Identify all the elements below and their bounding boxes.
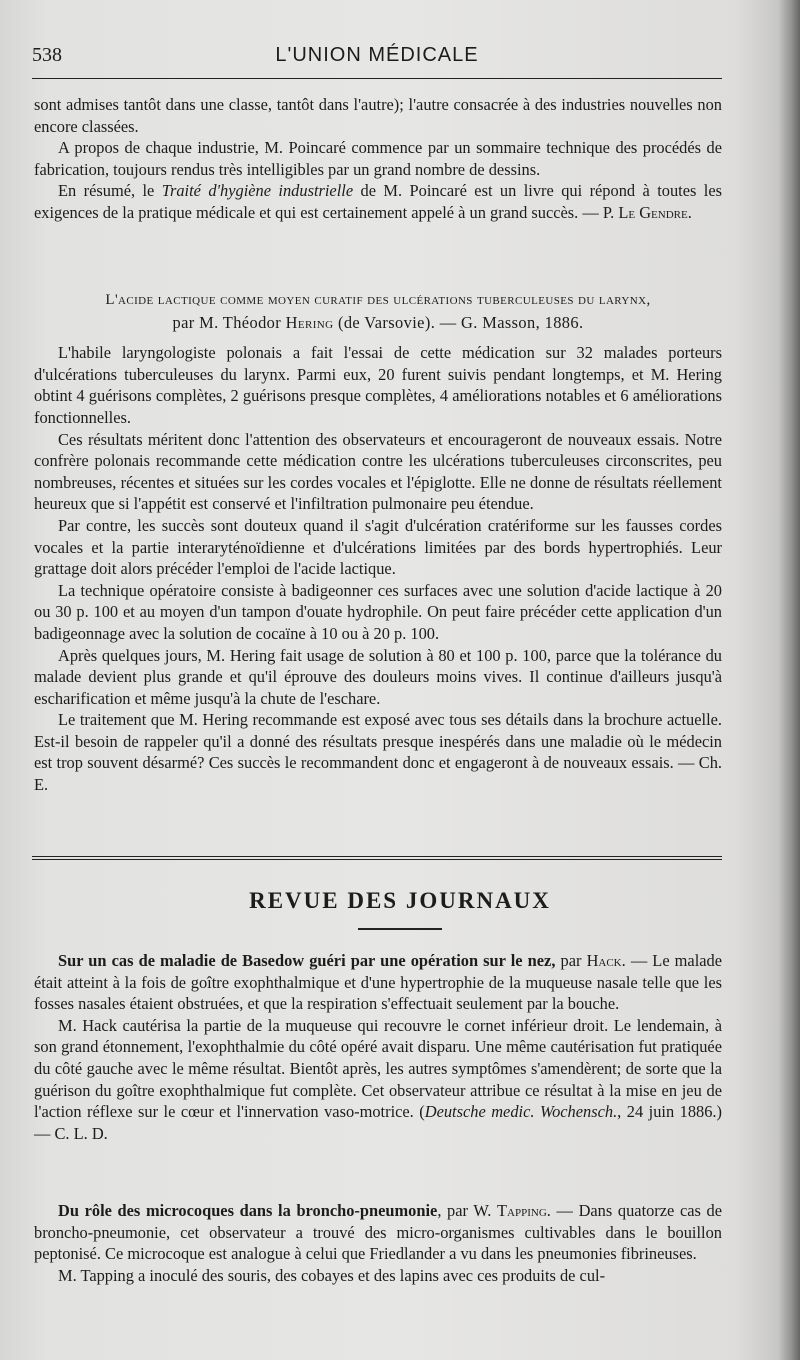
author-name: Tapping bbox=[497, 1201, 547, 1220]
section-title-rule bbox=[358, 928, 442, 930]
page-edge-shadow bbox=[778, 0, 800, 1360]
paragraph: Par contre, les succès sont douteux quand il s'agit d'ulcération cratériforme sur les fausses cordes vocales et la partie interaryténoïdienne et d'ulcérations limitées par des bords hypertrophiés. Leur grattage doit alors précéder l'emploi de l'acide lactique. bbox=[34, 515, 722, 579]
text-run: , 24 juin 1886.) — C. L. D. bbox=[34, 1102, 722, 1143]
section-title: REVUE DES JOURNAUX bbox=[249, 888, 551, 913]
article-microcoques bbox=[34, 1200, 722, 1286]
text-run: , par W. bbox=[437, 1201, 498, 1220]
paragraph bbox=[34, 1200, 722, 1265]
article-title: Sur un cas de maladie de Basedow guéri par une opération sur le nez, bbox=[58, 951, 556, 970]
text-run: (de Varsovie). — G. Masson, 1886. bbox=[333, 312, 584, 332]
text-run: par bbox=[555, 951, 587, 970]
author-name: Hering bbox=[285, 312, 334, 332]
paragraph: Ces résultats méritent donc l'attention des observateurs et encourageront de nouveaux essais. Notre confrère polonais recommande cette médication contre les ulcérations tuberculeuses circonscrites, peu nombreuses, récentes et situées sur les cordes vocales et l'épiglotte. Elle ne donne de résultats réellement heureux que si l'appétit est conservé et l'infiltration pulmonaire peu étendue. bbox=[34, 429, 722, 514]
article-title: Du rôle des microcoques dans la broncho-pneumonie bbox=[58, 1201, 438, 1220]
paragraph: M. Tapping a inoculé des souris, des cobayes et des lapins avec ces produits de cul- bbox=[58, 1265, 606, 1285]
text-run: de M. Poincaré est un livre qui répond à toutes les exigences de la pratique médicale et qui est certainement appelé à un grand succès. — P. bbox=[34, 181, 722, 222]
source-title: Deutsche medic. Wochensch. bbox=[424, 1102, 618, 1122]
text-run: . — Dans quatorze cas de broncho-pneumonie, cet observateur a trouvé des micro-organismes cultivables dans le bouillon peptonisé. Ce microcoque est analogue à celui que Friedlander a vu dans les pneumonies fibrineuses. bbox=[34, 1201, 723, 1264]
paragraph: A propos de chaque industrie, M. Poincaré commence par un sommaire technique des procédés de fabrication, toujours rendus très intelligibles par un grand nombre de dessins. bbox=[34, 138, 722, 179]
text-run: M. Hack cautérisa la partie de la muqueuse qui recouvre le cornet inférieur droit. Le lendemain, à son grand étonnement, l'exophthalmie du côté opéré avait disparu. Une même cautérisation fut pratiquée du côté gauche avec le même résultat. Bientôt après, les autres symptômes s'amendèrent; de sorte que la guérison du goître exophthalmique fut complète. Cet observateur attribue ce résultat à la mise en jeu de l'action réflexe sur le cœur et l'innervation vaso-motrice. ( bbox=[34, 1015, 722, 1122]
review-poincare bbox=[34, 94, 722, 224]
paragraph: Après quelques jours, M. Hering fait usage de solution à 80 et 100 p. 100, parce que la tolérance du malade devient plus grande et qu'il éprouve des douleurs moins vives. Il continue d'ailleurs jusqu'à escharification et même jusqu'à la chute de l'eschare. bbox=[34, 645, 722, 708]
review-heading-byline bbox=[34, 312, 722, 334]
section-double-rule bbox=[32, 859, 722, 860]
paragraph: Le traitement que M. Hering recommande est exposé avec tous ses détails dans la brochure actuelle. Est-il besoin de rappeler qu'il a donné des résultats presque inespérés dans une maladie où le médecin est trop souvent désarmé? Ces succès le recommandent donc et engageront à de nouveaux essais. — Ch. E. bbox=[34, 710, 722, 795]
journal-title: L'UNION MÉDICALE bbox=[275, 44, 479, 66]
review-heading: L'acide lactique comme moyen curatif des ulcérations tuberculeuses du larynx, bbox=[105, 292, 651, 308]
book-title: Traité d'hygiène industrielle bbox=[161, 181, 354, 201]
paragraph bbox=[34, 1015, 722, 1145]
paragraph: sont admises tantôt dans une classe, tantôt dans l'autre); l'autre consacrée à des industries nouvelles non encore classées. bbox=[34, 95, 722, 136]
paragraph bbox=[34, 950, 722, 1015]
article-basedow bbox=[34, 950, 722, 1144]
text-run: . — Le malade était atteint à la fois de goître exophthalmique et d'une hypertrophie de la muqueuse nasale telle que les fosses nasales étaient obstruées, et que la respiration s'effectuait seulement par la bouche. bbox=[34, 951, 723, 1014]
author-name: Hack bbox=[586, 951, 622, 970]
page-number: 538 bbox=[32, 44, 62, 66]
reviewer-signature: Le Gendre. bbox=[618, 202, 692, 222]
review-hering bbox=[34, 290, 722, 796]
paragraph bbox=[34, 180, 722, 223]
text-run: En résumé, le bbox=[58, 181, 162, 201]
header-rule bbox=[32, 78, 722, 79]
section-double-rule bbox=[32, 856, 722, 857]
text-run: par M. Théodor bbox=[172, 312, 286, 332]
running-header bbox=[32, 44, 722, 74]
paragraph: L'habile laryngologiste polonais a fait l'essai de cette médication sur 32 malades porteurs d'ulcérations tuberculeuses du larynx. Parmi eux, 20 furent suivis pendant longtemps, et M. Hering obtint 4 guérisons complètes, 2 guérisons presque complètes, 4 améliorations notables et 6 améliorations fonctionnelles. bbox=[34, 343, 722, 427]
paragraph: La technique opératoire consiste à badigeonner ces surfaces avec une solution d'acide lactique à 20 ou 30 p. 100 et au moyen d'un tampon d'ouate hydrophile. On peut faire précéder cette application d'un badigeonnage avec la solution de cocaïne à 10 ou à 20 p. 100. bbox=[34, 580, 722, 643]
